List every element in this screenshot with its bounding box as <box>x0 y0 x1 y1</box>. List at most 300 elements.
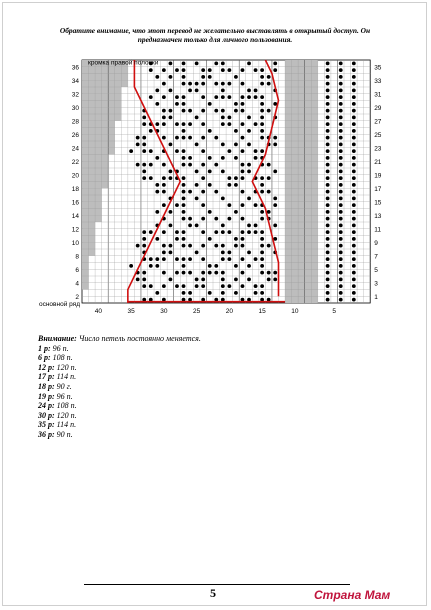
purl-dot <box>182 61 186 65</box>
purl-dot <box>339 82 343 86</box>
purl-dot <box>195 196 199 200</box>
purl-dot <box>339 109 343 113</box>
purl-dot <box>326 61 330 65</box>
purl-dot <box>273 196 277 200</box>
purl-dot <box>254 156 258 160</box>
purl-dot <box>352 264 356 268</box>
purl-dot <box>234 176 238 180</box>
purl-dot <box>136 277 140 281</box>
purl-dot <box>221 95 225 99</box>
purl-dot <box>339 129 343 133</box>
purl-dot <box>254 257 258 261</box>
purl-dot <box>221 271 225 275</box>
purl-dot <box>241 163 245 167</box>
purl-dot <box>221 223 225 227</box>
footer-divider <box>84 584 350 585</box>
purl-dot <box>188 156 192 160</box>
purl-dot <box>260 217 264 221</box>
purl-dot <box>227 183 231 187</box>
note-row-label: 35 р: <box>38 420 57 430</box>
purl-dot <box>352 142 356 146</box>
purl-dot <box>221 277 225 281</box>
row-number-right: 11 <box>374 226 381 234</box>
purl-dot <box>169 210 173 214</box>
purl-dot <box>182 149 186 153</box>
purl-dot <box>326 183 330 187</box>
purl-dot <box>149 129 153 133</box>
note-row-value: 108 п. <box>56 401 77 411</box>
purl-dot <box>169 176 173 180</box>
row-number-left: 16 <box>71 199 79 207</box>
purl-dot <box>169 244 173 248</box>
purl-dot <box>352 223 356 227</box>
shaded-cells <box>82 188 102 195</box>
purl-dot <box>260 95 264 99</box>
purl-dot <box>169 115 173 119</box>
shaded-cells <box>82 269 89 276</box>
note-row-label: 19 р: <box>38 391 57 401</box>
purl-dot <box>241 284 245 288</box>
purl-dot <box>214 136 218 140</box>
purl-dot <box>352 102 356 106</box>
purl-dot <box>155 102 159 106</box>
purl-dot <box>260 149 264 153</box>
row-number-right: 35 <box>374 64 382 72</box>
purl-dot <box>352 291 356 295</box>
purl-dot <box>326 156 330 160</box>
purl-dot <box>149 95 153 99</box>
purl-dot <box>234 237 238 241</box>
purl-dot <box>260 264 264 268</box>
purl-dot <box>241 217 245 221</box>
purl-dot <box>247 95 251 99</box>
purl-dot <box>195 61 199 65</box>
purl-dot <box>234 277 238 281</box>
purl-dot <box>326 264 330 268</box>
purl-dot <box>182 156 186 160</box>
purl-dot <box>162 109 166 113</box>
purl-dot <box>267 109 271 113</box>
purl-dot <box>241 203 245 207</box>
purl-dot <box>352 95 356 99</box>
purl-dot <box>182 284 186 288</box>
purl-dot <box>214 61 218 65</box>
purl-dot <box>195 115 199 119</box>
purl-dot <box>234 183 238 187</box>
purl-dot <box>208 129 212 133</box>
notes-heading <box>38 334 201 344</box>
row-number-right: 33 <box>374 77 382 85</box>
purl-dot <box>162 82 166 86</box>
purl-dot <box>247 61 251 65</box>
note-row-label: 12 р: <box>38 362 57 372</box>
purl-dot <box>175 102 179 106</box>
purl-dot <box>352 237 356 241</box>
purl-dot <box>182 190 186 194</box>
purl-dot <box>175 284 179 288</box>
purl-dot <box>326 250 330 254</box>
purl-dot <box>339 298 343 302</box>
purl-dot <box>175 230 179 234</box>
purl-dot <box>260 250 264 254</box>
purl-dot <box>221 250 225 254</box>
purl-dot <box>188 82 192 86</box>
purl-dot <box>247 196 251 200</box>
column-number: 5 <box>332 308 336 315</box>
purl-dot <box>326 82 330 86</box>
row-number-left: 22 <box>71 158 79 166</box>
purl-dot <box>214 109 218 113</box>
purl-dot <box>352 244 356 248</box>
purl-dot <box>201 122 205 126</box>
column-number: 20 <box>225 308 233 315</box>
purl-dot <box>273 277 277 281</box>
chart-grid <box>39 59 382 316</box>
purl-dot <box>352 75 356 79</box>
purl-dot <box>352 183 356 187</box>
purl-dot <box>221 88 225 92</box>
purl-dot <box>195 284 199 288</box>
purl-dot <box>162 271 166 275</box>
purl-dot <box>227 217 231 221</box>
purl-dot <box>182 210 186 214</box>
purl-dot <box>221 156 225 160</box>
shaded-cells <box>82 195 102 202</box>
purl-dot <box>142 244 146 248</box>
shaded-cells <box>82 209 102 216</box>
purl-dot <box>182 95 186 99</box>
purl-dot <box>175 95 179 99</box>
row-number-left: 24 <box>71 145 79 153</box>
purl-dot <box>247 88 251 92</box>
purl-dot <box>352 163 356 167</box>
purl-dot <box>352 230 356 234</box>
purl-dot <box>201 203 205 207</box>
row-number-left: 18 <box>71 185 79 193</box>
purl-dot <box>169 109 173 113</box>
row-number-right: 17 <box>374 185 382 193</box>
purl-dot <box>254 149 258 153</box>
purl-dot <box>267 75 271 79</box>
purl-dot <box>241 95 245 99</box>
purl-dot <box>339 237 343 241</box>
purl-dot <box>326 75 330 79</box>
purl-dot <box>339 183 343 187</box>
note-item <box>38 401 201 411</box>
purl-dot <box>182 109 186 113</box>
purl-dot <box>201 95 205 99</box>
knitting-chart <box>34 56 382 328</box>
purl-dot <box>241 169 245 173</box>
purl-dot <box>201 75 205 79</box>
purl-dot <box>352 156 356 160</box>
purl-dot <box>201 271 205 275</box>
purl-dot <box>260 102 264 106</box>
purl-dot <box>175 237 179 241</box>
purl-dot <box>260 75 264 79</box>
note-item <box>38 420 201 430</box>
purl-dot <box>169 277 173 281</box>
purl-dot <box>260 129 264 133</box>
purl-dot <box>241 109 245 113</box>
purl-dot <box>254 95 258 99</box>
note-row-value: 90 г. <box>56 381 72 391</box>
base-row-label: основной ряд <box>38 301 80 308</box>
purl-dot <box>326 142 330 146</box>
purl-dot <box>339 115 343 119</box>
purl-dot <box>195 183 199 187</box>
note-item <box>38 411 201 421</box>
purl-dot <box>169 142 173 146</box>
purl-dot <box>326 102 330 106</box>
purl-dot <box>182 244 186 248</box>
purl-dot <box>339 223 343 227</box>
note-item <box>38 372 201 382</box>
shaded-cells <box>82 128 115 135</box>
purl-dot <box>188 217 192 221</box>
purl-dot <box>241 136 245 140</box>
purl-dot <box>326 176 330 180</box>
purl-dot <box>162 136 166 140</box>
purl-dot <box>182 196 186 200</box>
purl-dot <box>175 122 179 126</box>
row-number-right: 5 <box>374 266 378 274</box>
purl-dot <box>339 257 343 261</box>
purl-dot <box>339 95 343 99</box>
purl-dot <box>234 109 238 113</box>
purl-dot <box>182 271 186 275</box>
purl-dot <box>195 88 199 92</box>
purl-dot <box>241 257 245 261</box>
purl-dot <box>208 169 212 173</box>
note-row-value: 96 п. <box>56 391 73 401</box>
purl-dot <box>162 250 166 254</box>
purl-dot <box>155 88 159 92</box>
shaded-cells <box>82 276 89 283</box>
row-number-right: 13 <box>374 212 382 220</box>
purl-dot <box>352 271 356 275</box>
purl-dot <box>326 203 330 207</box>
notes-heading-label: Внимание: <box>38 334 77 343</box>
row-number-left: 34 <box>71 77 79 85</box>
row-number-right: 25 <box>374 131 382 139</box>
purl-dot <box>326 190 330 194</box>
purl-dot <box>182 129 186 133</box>
shaded-cells <box>82 263 89 270</box>
purl-dot <box>352 196 356 200</box>
purl-dot <box>241 102 245 106</box>
purl-dot <box>214 190 218 194</box>
purl-dot <box>182 257 186 261</box>
purl-dot <box>208 75 212 79</box>
purl-dot <box>227 115 231 119</box>
purl-dot <box>175 271 179 275</box>
purl-dot <box>169 223 173 227</box>
purl-dot <box>221 169 225 173</box>
purl-dot <box>339 61 343 65</box>
purl-dot <box>142 277 146 281</box>
note-row-label: 30 р: <box>38 410 57 420</box>
purl-dot <box>247 142 251 146</box>
purl-dot <box>254 203 258 207</box>
purl-dot <box>182 136 186 140</box>
purl-dot <box>352 109 356 113</box>
purl-dot <box>208 183 212 187</box>
purl-dot <box>260 115 264 119</box>
row-number-right: 1 <box>374 293 378 301</box>
purl-dot <box>175 68 179 72</box>
purl-dot <box>339 176 343 180</box>
purl-dot <box>142 163 146 167</box>
purl-dot <box>149 149 153 153</box>
purl-dot <box>188 163 192 167</box>
purl-dot <box>326 136 330 140</box>
purl-dot <box>149 257 153 261</box>
purl-dot <box>182 217 186 221</box>
purl-dot <box>208 271 212 275</box>
purl-dot <box>352 277 356 281</box>
purl-dot <box>142 149 146 153</box>
purl-dot <box>221 142 225 146</box>
note-row-value: 114 п. <box>56 372 77 382</box>
purl-dot <box>234 102 238 106</box>
note-row-label: 24 р: <box>38 401 57 411</box>
purl-dot <box>208 156 212 160</box>
purl-dot <box>339 264 343 268</box>
purl-dot <box>260 109 264 113</box>
purl-dot <box>221 257 225 261</box>
purl-dot <box>195 142 199 146</box>
purl-dot <box>208 102 212 106</box>
row-number-left: 12 <box>71 226 79 234</box>
purl-dot <box>326 217 330 221</box>
purl-dot <box>214 244 218 248</box>
purl-dot <box>201 149 205 153</box>
purl-dot <box>195 277 199 281</box>
purl-dot <box>254 291 258 295</box>
purl-dot <box>247 277 251 281</box>
purl-dot <box>247 264 251 268</box>
purl-dot <box>182 122 186 126</box>
purl-dot <box>260 291 264 295</box>
purl-dot <box>260 271 264 275</box>
purl-dot <box>175 136 179 140</box>
notice-text: Обратите внимание, что этот перевод не желательно выставлять в открытый доступ. Он предназначен только для личного пользования. <box>59 26 371 44</box>
purl-dot <box>182 163 186 167</box>
row-number-right: 27 <box>374 118 382 126</box>
purl-dot <box>339 163 343 167</box>
purl-dot <box>208 210 212 214</box>
purl-dot <box>260 183 264 187</box>
purl-dot <box>188 291 192 295</box>
purl-dot <box>175 203 179 207</box>
purl-dot <box>339 88 343 92</box>
shaded-cells <box>82 148 115 155</box>
purl-dot <box>155 190 159 194</box>
row-number-right: 15 <box>374 199 382 207</box>
purl-dot <box>352 217 356 221</box>
purl-dot <box>260 230 264 234</box>
purl-dot <box>234 129 238 133</box>
column-number: 30 <box>160 308 168 315</box>
shaded-cells <box>82 141 115 148</box>
purl-dot <box>254 68 258 72</box>
purl-dot <box>169 88 173 92</box>
purl-dot <box>234 291 238 295</box>
purl-dot <box>155 291 159 295</box>
purl-dot <box>162 68 166 72</box>
purl-dot <box>142 237 146 241</box>
shaded-cells <box>82 134 115 141</box>
purl-dot <box>214 163 218 167</box>
purl-dot <box>352 210 356 214</box>
row-number-left: 14 <box>71 212 79 220</box>
purl-dot <box>227 176 231 180</box>
purl-dot <box>169 61 173 65</box>
purl-dot <box>326 291 330 295</box>
purl-dot <box>162 95 166 99</box>
purl-dot <box>188 136 192 140</box>
purl-dot <box>142 230 146 234</box>
purl-dot <box>221 291 225 295</box>
purl-dot <box>339 149 343 153</box>
row-number-left: 30 <box>71 104 79 112</box>
notes-heading-text: Число петель постоянно меняется. <box>78 334 201 343</box>
purl-dot <box>188 257 192 261</box>
purl-dot <box>326 271 330 275</box>
purl-dot <box>221 68 225 72</box>
purl-dot <box>339 203 343 207</box>
purl-dot <box>352 88 356 92</box>
note-row-value: 90 п. <box>56 429 73 439</box>
note-row-value: 108 п. <box>52 353 73 363</box>
purl-dot <box>195 82 199 86</box>
note-row-value: 120 п. <box>56 362 77 372</box>
purl-dot <box>182 176 186 180</box>
purl-dot <box>162 163 166 167</box>
purl-dot <box>352 176 356 180</box>
purl-dot <box>247 250 251 254</box>
purl-dot <box>155 210 159 214</box>
purl-dot <box>326 149 330 153</box>
purl-dot <box>195 250 199 254</box>
purl-dot <box>260 136 264 140</box>
purl-dot <box>214 271 218 275</box>
purl-dot <box>326 223 330 227</box>
purl-dot <box>273 223 277 227</box>
purl-dot <box>352 136 356 140</box>
purl-dot <box>201 163 205 167</box>
shaded-cells <box>82 74 128 81</box>
purl-dot <box>267 244 271 248</box>
purl-dot <box>214 95 218 99</box>
purl-dot <box>214 230 218 234</box>
purl-dot <box>201 230 205 234</box>
row-number-left: 6 <box>75 266 79 274</box>
purl-dot <box>188 271 192 275</box>
row-number-right: 29 <box>374 104 382 112</box>
purl-dot <box>227 250 231 254</box>
purl-dot <box>326 196 330 200</box>
purl-dot <box>221 284 225 288</box>
note-row-value: 120 п. <box>56 410 77 420</box>
note-row-value: 114 п. <box>56 420 77 430</box>
purl-dot <box>339 102 343 106</box>
note-item <box>38 382 201 392</box>
purl-dot <box>273 68 277 72</box>
purl-dot <box>326 163 330 167</box>
purl-dot <box>247 163 251 167</box>
